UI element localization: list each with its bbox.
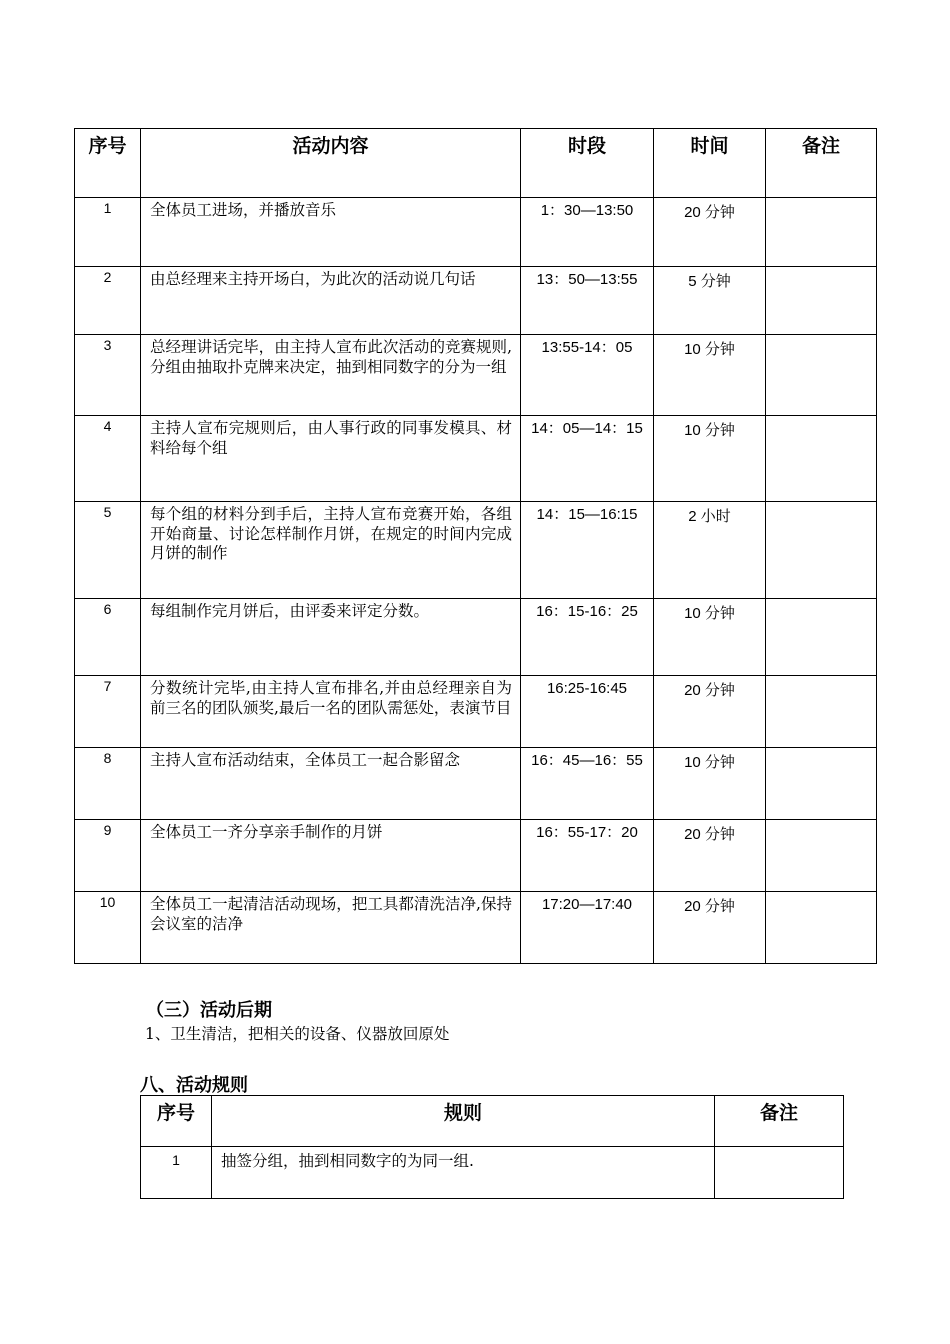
rules-header-rule: 规则	[212, 1096, 715, 1147]
row-note	[766, 676, 877, 748]
row-note	[766, 502, 877, 599]
row-note	[766, 335, 877, 416]
row-duration: 10 分钟	[654, 599, 766, 676]
table-row	[75, 198, 877, 267]
rules-header-no: 序号	[141, 1096, 212, 1147]
rules-header-row	[141, 1096, 844, 1147]
row-no: 8	[75, 748, 141, 820]
row-note	[766, 416, 877, 502]
row-duration: 20 分钟	[654, 892, 766, 964]
rules-row-rule: 抽签分组，抽到相同数字的为同一组.	[212, 1147, 715, 1199]
row-duration: 20 分钟	[654, 820, 766, 892]
row-note	[766, 267, 877, 335]
rules-section-title: 八、活动规则	[140, 1075, 248, 1096]
row-period: 13:55-14：05	[521, 335, 654, 416]
rules-header-note: 备注	[715, 1096, 844, 1147]
row-activity: 由总经理来主持开场白，为此次的活动说几句话	[141, 267, 521, 335]
table-row	[75, 820, 877, 892]
row-no: 4	[75, 416, 141, 502]
row-period: 16：45—16：55	[521, 748, 654, 820]
table-row	[75, 892, 877, 964]
row-period: 1：30—13:50	[521, 198, 654, 267]
row-activity: 主持人宣布完规则后，由人事行政的同事发模具、材料给每个组	[141, 416, 521, 502]
row-activity: 主持人宣布活动结束，全体员工一起合影留念	[141, 748, 521, 820]
row-period: 16:25-16:45	[521, 676, 654, 748]
table-row	[75, 676, 877, 748]
table-row	[75, 599, 877, 676]
header-no: 序号	[75, 129, 141, 198]
row-duration: 20 分钟	[654, 198, 766, 267]
row-duration: 5 分钟	[654, 267, 766, 335]
row-no: 9	[75, 820, 141, 892]
row-note	[766, 748, 877, 820]
table-row	[75, 335, 877, 416]
row-activity: 每组制作完月饼后，由评委来评定分数。	[141, 599, 521, 676]
row-no: 10	[75, 892, 141, 964]
row-duration: 10 分钟	[654, 748, 766, 820]
row-no: 1	[75, 198, 141, 267]
row-no: 2	[75, 267, 141, 335]
table-row	[75, 502, 877, 599]
table-row	[75, 748, 877, 820]
row-no: 7	[75, 676, 141, 748]
header-activity: 活动内容	[141, 129, 521, 198]
row-duration: 20 分钟	[654, 676, 766, 748]
header-period: 时段	[521, 129, 654, 198]
rules-row-note	[715, 1147, 844, 1199]
row-no: 6	[75, 599, 141, 676]
row-activity: 分数统计完毕,由主持人宣布排名,并由总经理亲自为前三名的团队颁奖,最后一名的团队需惩处，表演节目	[141, 676, 521, 748]
row-duration: 10 分钟	[654, 335, 766, 416]
row-activity: 总经理讲话完毕，由主持人宣布此次活动的竞赛规则,分组由抽取扑克牌来决定，抽到相同数字的分为一组	[141, 335, 521, 416]
row-period: 14：15—16:15	[521, 502, 654, 599]
row-duration: 10 分钟	[654, 416, 766, 502]
row-duration: 2 小时	[654, 502, 766, 599]
row-note	[766, 198, 877, 267]
header-note: 备注	[766, 129, 877, 198]
table-row	[141, 1147, 844, 1199]
row-activity: 每个组的材料分到手后，主持人宣布竞赛开始，各组开始商量、讨论怎样制作月饼，在规定的时间内完成月饼的制作	[141, 502, 521, 599]
header-duration: 时间	[654, 129, 766, 198]
row-period: 16：15-16：25	[521, 599, 654, 676]
row-activity: 全体员工一齐分享亲手制作的月饼	[141, 820, 521, 892]
rules-table	[140, 1095, 844, 1199]
row-period: 16：55-17：20	[521, 820, 654, 892]
row-period: 17:20—17:40	[521, 892, 654, 964]
row-no: 3	[75, 335, 141, 416]
post-section-title: （三）活动后期	[146, 1000, 272, 1021]
row-no: 5	[75, 502, 141, 599]
row-period: 13：50—13:55	[521, 267, 654, 335]
row-note	[766, 892, 877, 964]
row-activity: 全体员工进场，并播放音乐	[141, 198, 521, 267]
row-activity: 全体员工一起清洁活动现场，把工具都清洗洁净,保持会议室的洁净	[141, 892, 521, 964]
table-row	[75, 267, 877, 335]
schedule-header-row	[75, 129, 877, 198]
row-note	[766, 599, 877, 676]
row-period: 14：05—14：15	[521, 416, 654, 502]
schedule-table	[74, 128, 877, 964]
rules-row-no: 1	[141, 1147, 212, 1199]
table-row	[75, 416, 877, 502]
post-section-item: 1、卫生清洁，把相关的设备、仪器放回原处	[145, 1025, 450, 1043]
row-note	[766, 820, 877, 892]
